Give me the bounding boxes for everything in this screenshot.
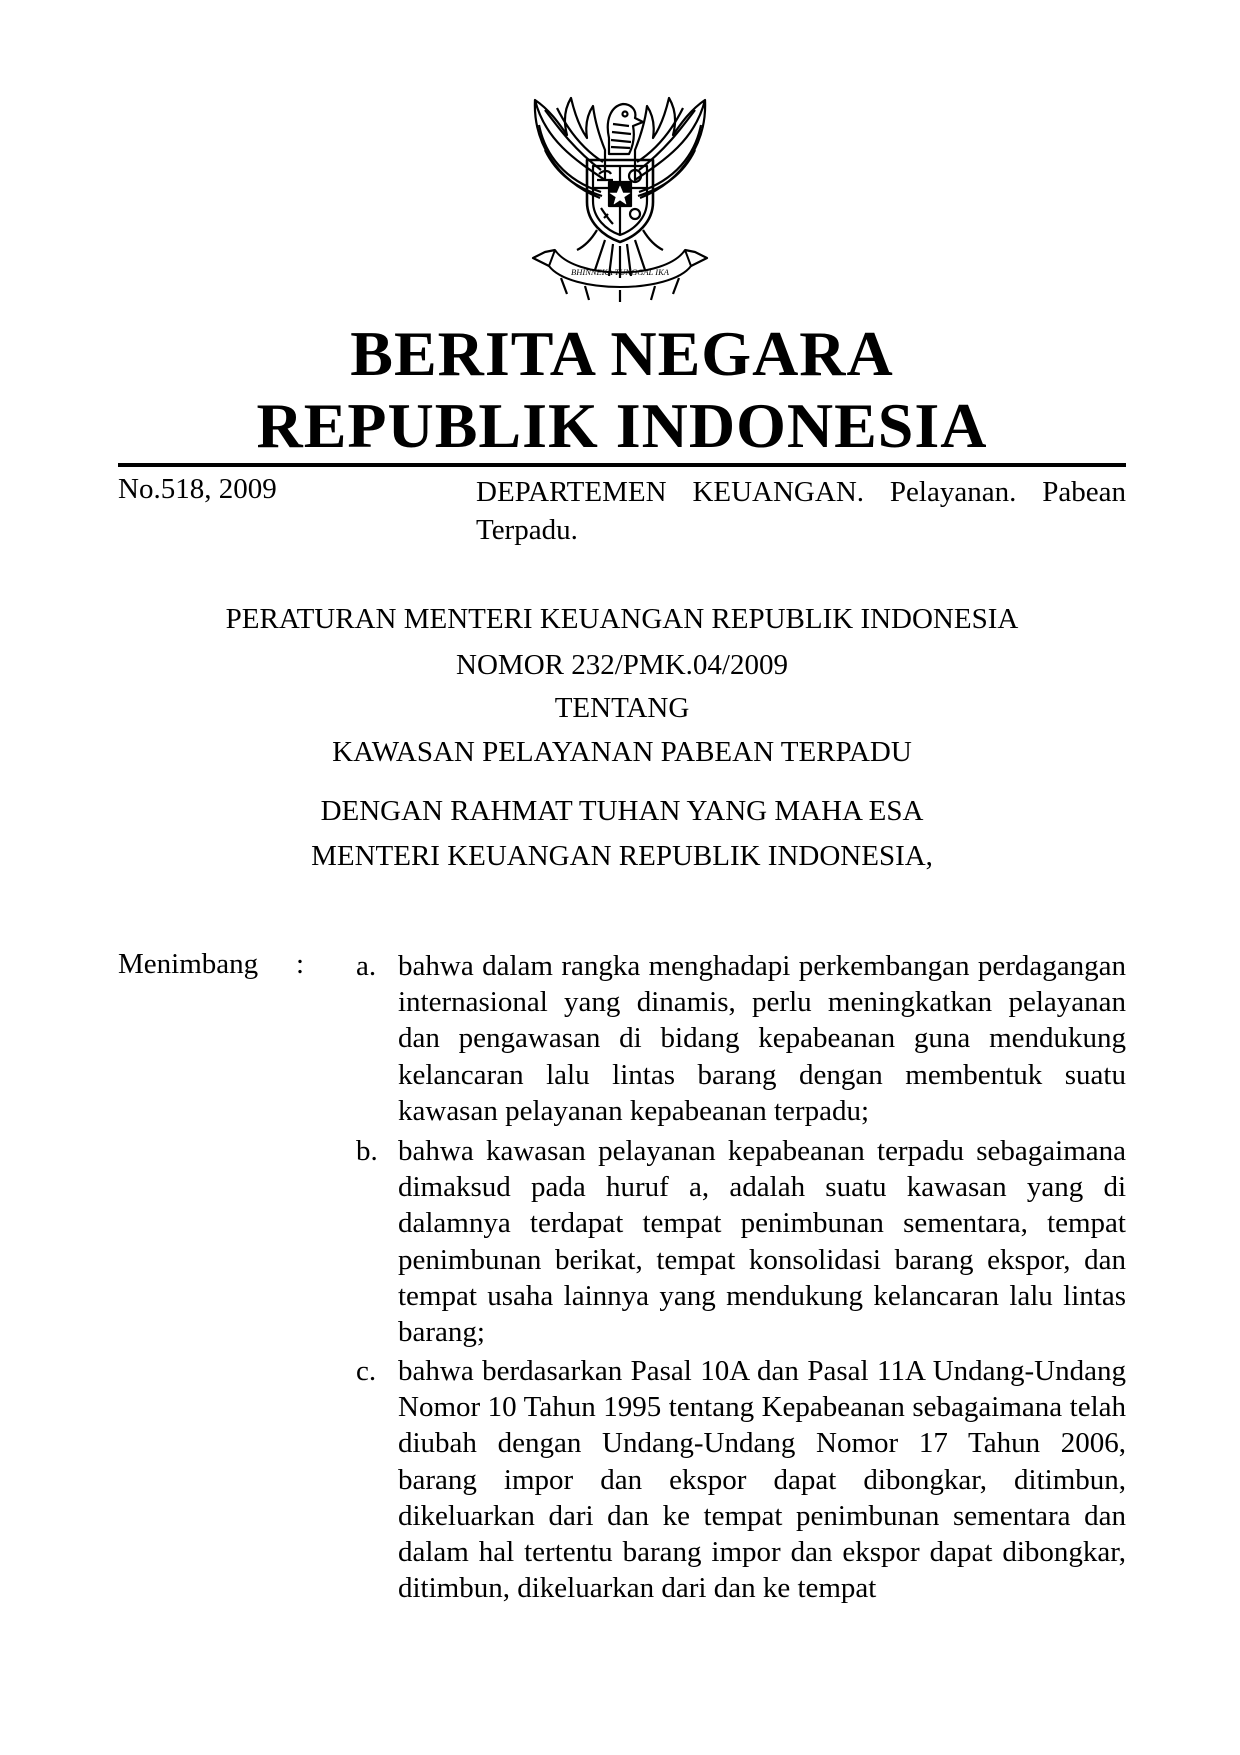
item-text: bahwa dalam rangka menghadapi perkembangan perdagangan internasional yang dinamis, perlu meningkatkan pelayanan dan pengawasan di bidang kepabeanan guna mendukung kelancaran lalu lintas barang dengan membentuk suatu kawasan pelayanan kepabeanan terpadu;: [398, 950, 1126, 1127]
regulation-about: TENTANG: [554, 692, 690, 724]
garuda-emblem-icon: [505, 80, 735, 302]
considering-colon: :: [296, 948, 305, 980]
issue-number: No.518, 2009: [118, 473, 277, 505]
emblem-motto: BHINNEKA TUNGGAL IKA: [571, 267, 669, 277]
masthead-subtitle: REPUBLIK INDONESIA: [256, 390, 988, 461]
masthead-rule: [118, 463, 1126, 467]
item-letter: c.: [356, 1355, 377, 1387]
regulation-authority: MENTERI KEUANGAN REPUBLIK INDONESIA,: [311, 840, 933, 872]
item-letter: a.: [356, 950, 377, 982]
considering-item: [356, 1353, 1126, 1606]
item-letter: b.: [356, 1135, 378, 1167]
considering-item: [356, 1133, 1126, 1350]
considering-item: [356, 948, 1126, 1129]
item-text: bahwa berdasarkan Pasal 10A dan Pasal 11A Undang-Undang Nomor 10 Tahun 1995 tentang Kepabeanan sebagaimana telah diubah dengan Undang-Undang Nomor 17 Tahun 2006, barang impor dan ekspor dapat dibongkar, ditimbun, dikeluarkan dari dan ke tempat penimbunan sementara dan dalam hal tertentu barang impor dan ekspor dapat dibongkar, ditimbun, dikeluarkan dari dan ke tempat: [398, 1355, 1126, 1605]
regulation-subject: KAWASAN PELAYANAN PABEAN TERPADU: [332, 736, 912, 768]
regulation-invocation: DENGAN RAHMAT TUHAN YANG MAHA ESA: [320, 795, 924, 827]
masthead-title: BERITA NEGARA: [350, 318, 894, 389]
considering-label: Menimbang: [118, 948, 259, 980]
regulation-title: PERATURAN MENTERI KEUANGAN REPUBLIK INDONESIA: [225, 603, 1019, 635]
issue-subject: DEPARTEMEN KEUANGAN. Pelayanan. Pabean Terpadu.: [476, 476, 1126, 546]
regulation-number: NOMOR 232/PMK.04/2009: [456, 649, 788, 681]
item-text: bahwa kawasan pelayanan kepabeanan terpadu sebagaimana dimaksud pada huruf a, adalah suatu kawasan yang di dalamnya terdapat tempat penimbunan sementara, tempat penimbunan berikat, tempat konsolidasi barang ekspor, dan tempat usaha lainnya yang mendukung kelancaran lalu lintas barang;: [398, 1135, 1126, 1349]
